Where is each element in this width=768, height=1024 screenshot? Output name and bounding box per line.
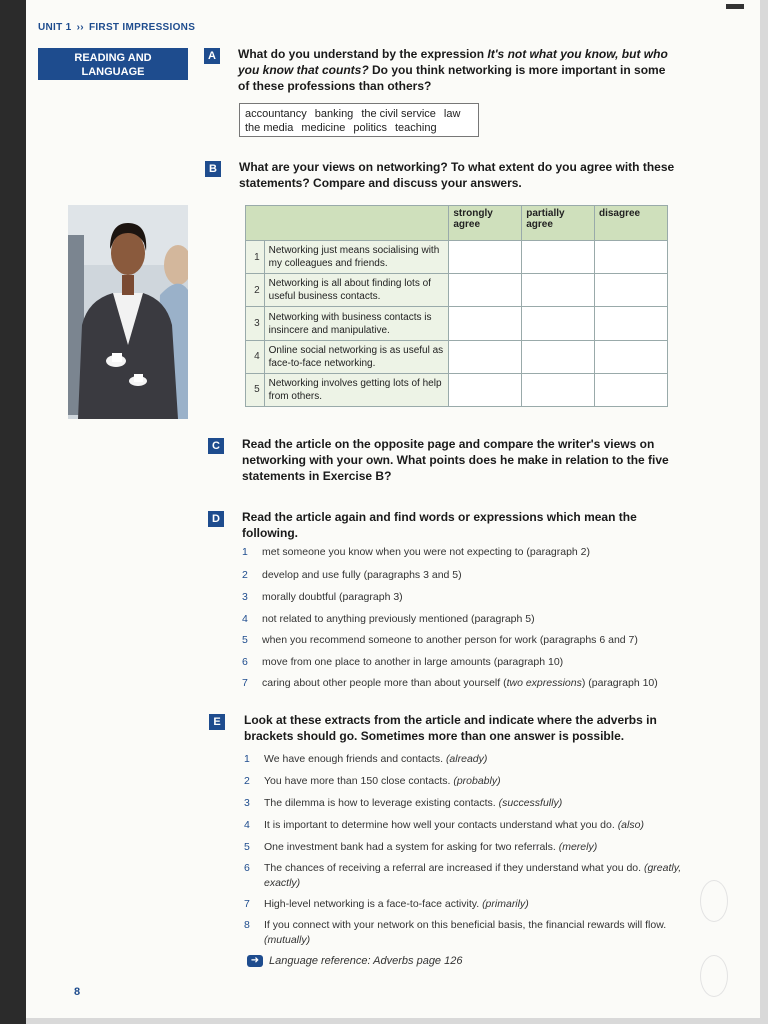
item-number: 4 (244, 819, 250, 831)
table-row (246, 274, 668, 307)
answer-cell-partially-agree[interactable] (522, 340, 595, 373)
adverb-hint: (also) (617, 819, 644, 831)
answer-cell-strongly-agree[interactable] (449, 373, 522, 406)
adverb-hint: (probably) (453, 775, 501, 787)
table-row (246, 307, 668, 340)
table-header-row (246, 206, 668, 241)
item-text-italic: two expressions (506, 677, 582, 689)
item-number: 8 (244, 919, 250, 931)
statement-text: Networking is all about finding lots of useful business contacts. (264, 274, 449, 307)
double-arrow-icon: ›› (76, 22, 84, 33)
arrow-right-icon: ➜ (247, 955, 263, 967)
exercise-a-question (238, 46, 678, 94)
professions-word-box (239, 103, 479, 137)
answer-cell-strongly-agree[interactable] (449, 241, 522, 274)
item-number: 1 (242, 546, 248, 558)
row-number: 2 (246, 274, 265, 307)
item-text (264, 818, 684, 833)
item-number: 5 (244, 841, 250, 853)
word-item: law (443, 108, 461, 120)
item-number: 7 (242, 677, 248, 689)
answer-cell-disagree[interactable] (594, 307, 667, 340)
item-number: 1 (244, 753, 250, 765)
extract-text: It is important to determine how well your contacts understand what you do. (264, 819, 618, 831)
exercise-e-question: Look at these extracts from the article and indicate where the adverbs in brackets should go. Sometimes more than one answer is possible. (244, 713, 657, 743)
answer-cell-strongly-agree[interactable] (449, 307, 522, 340)
answer-cell-disagree[interactable] (594, 241, 667, 274)
agreement-table (245, 205, 668, 407)
word-item: teaching (394, 122, 437, 134)
language-reference[interactable] (247, 955, 462, 967)
item-text (264, 796, 684, 811)
networking-photo (68, 205, 188, 419)
item-number: 2 (242, 569, 248, 581)
answer-cell-disagree[interactable] (594, 340, 667, 373)
item-text (264, 918, 684, 948)
word-item: accountancy (245, 108, 307, 120)
extract-text: We have enough friends and contacts. (264, 753, 446, 765)
table-header-blank (246, 206, 449, 241)
adverb-hint: (successfully) (498, 797, 563, 809)
exercise-a-letter: A (204, 48, 220, 64)
answer-cell-partially-agree[interactable] (522, 274, 595, 307)
item-text: met someone you know when you were not expecting to (paragraph 2) (262, 546, 591, 558)
section-label-line2: LANGUAGE (81, 66, 145, 78)
language-reference-text: Language reference: Adverbs page 126 (269, 955, 463, 967)
answer-cell-disagree[interactable] (594, 274, 667, 307)
item-text (264, 897, 684, 912)
item-text (262, 676, 682, 691)
section-label (38, 48, 188, 80)
scan-artifact-circle (700, 880, 728, 922)
word-item: medicine (301, 122, 346, 134)
row-number: 3 (246, 307, 265, 340)
section-label-line1: READING AND (74, 52, 152, 64)
word-item: the civil service (361, 108, 436, 120)
exercise-d-letter: D (208, 511, 224, 527)
column-header-partially-agree: partially agree (522, 206, 595, 241)
item-number: 3 (242, 591, 248, 603)
item-text: morally doubtful (paragraph 3) (262, 591, 403, 603)
adverb-hint: (greatly, exactly) (264, 862, 682, 889)
extract-text: High-level networking is a face-to-face activity. (264, 898, 483, 910)
item-number: 5 (242, 634, 248, 646)
item-number: 6 (244, 862, 250, 874)
scan-artifact-circle (700, 955, 728, 997)
row-number: 1 (246, 241, 265, 274)
item-text: not related to anything previously mentioned (paragraph 5) (262, 613, 535, 625)
adverb-hint: (primarily) (482, 898, 529, 910)
word-item: politics (353, 122, 387, 134)
exercise-a-question-end: Do you think networking is more important in some of these professions than others? (238, 63, 666, 93)
exercise-c-question: Read the article on the opposite page and compare the writer's views on networking with your own. What points does he make in relation to the five statements in Exercise B? (242, 437, 669, 483)
item-text: develop and use fully (paragraphs 3 and 5) (262, 569, 462, 581)
item-text: move from one place to another in large amounts (paragraph 10) (262, 656, 564, 668)
page-number: 8 (74, 986, 81, 998)
adverb-hint: (merely) (558, 841, 598, 853)
row-number: 5 (246, 373, 265, 406)
answer-cell-strongly-agree[interactable] (449, 340, 522, 373)
answer-cell-partially-agree[interactable] (522, 373, 595, 406)
table-row (246, 241, 668, 274)
item-number: 2 (244, 775, 250, 787)
word-item: banking (314, 108, 354, 120)
word-box-row (245, 121, 473, 135)
word-item: the media (245, 122, 294, 134)
statement-text: Networking with business contacts is insincere and manipulative. (264, 307, 449, 340)
answer-cell-partially-agree[interactable] (522, 307, 595, 340)
item-number: 7 (244, 898, 250, 910)
column-header-strongly-agree: strongly agree (449, 206, 522, 241)
item-text (264, 840, 684, 855)
adverb-hint: (already) (445, 753, 488, 765)
adverb-hint: (mutually) (264, 934, 311, 946)
item-text-end: ) (paragraph 10) (581, 677, 658, 689)
answer-cell-disagree[interactable] (594, 373, 667, 406)
scan-mark (726, 4, 744, 9)
item-number: 3 (244, 797, 250, 809)
book-binding-edge (0, 0, 26, 1024)
extract-text: One investment bank had a system for asking for two referrals. (264, 841, 559, 853)
extract-text: The dilemma is how to leverage existing contacts. (264, 797, 499, 809)
extract-text: If you connect with your network on this beneficial basis, the financial rewards will flow. (264, 919, 667, 931)
exercise-d-question: Read the article again and find words or expressions which mean the following. (242, 510, 637, 540)
answer-cell-strongly-agree[interactable] (449, 274, 522, 307)
item-text (264, 752, 684, 767)
extract-text: You have more than 150 close contacts. (264, 775, 454, 787)
statement-text: Networking just means socialising with my colleagues and friends. (264, 241, 449, 274)
item-number: 6 (242, 656, 248, 668)
exercise-e-letter: E (209, 714, 225, 730)
exercise-b-letter: B (205, 161, 221, 177)
exercise-c-letter: C (208, 438, 224, 454)
answer-cell-partially-agree[interactable] (522, 241, 595, 274)
opinion-table (245, 205, 670, 414)
extract-text: The chances of receiving a referral are increased if they understand what you do. (264, 862, 644, 874)
word-box-row (245, 107, 473, 121)
exercise-a-question-start: What do you understand by the expression (238, 47, 488, 61)
table-row (246, 340, 668, 373)
item-text (264, 861, 684, 891)
item-text (264, 774, 684, 789)
item-number: 4 (242, 613, 248, 625)
exercise-b-question: What are your views on networking? To what extent do you agree with these statements? Compare and discuss your answers. (239, 160, 675, 190)
statement-text: Networking involves getting lots of help from others. (264, 373, 449, 406)
unit-title: FIRST IMPRESSIONS (88, 22, 196, 33)
table-row (246, 373, 668, 406)
column-header-disagree: disagree (594, 206, 667, 241)
row-number: 4 (246, 340, 265, 373)
unit-header (38, 22, 195, 33)
item-text: when you recommend someone to another person for work (paragraphs 6 and 7) (262, 634, 638, 646)
statement-text: Online social networking is as useful as face-to-face networking. (264, 340, 449, 373)
businesswoman-illustration (68, 205, 188, 419)
exercise-a-expression: It's not what you know, but who you know that counts? (238, 47, 668, 77)
unit-number: UNIT 1 (38, 22, 72, 33)
item-text-start: caring about other people more than about yourself ( (262, 677, 507, 689)
